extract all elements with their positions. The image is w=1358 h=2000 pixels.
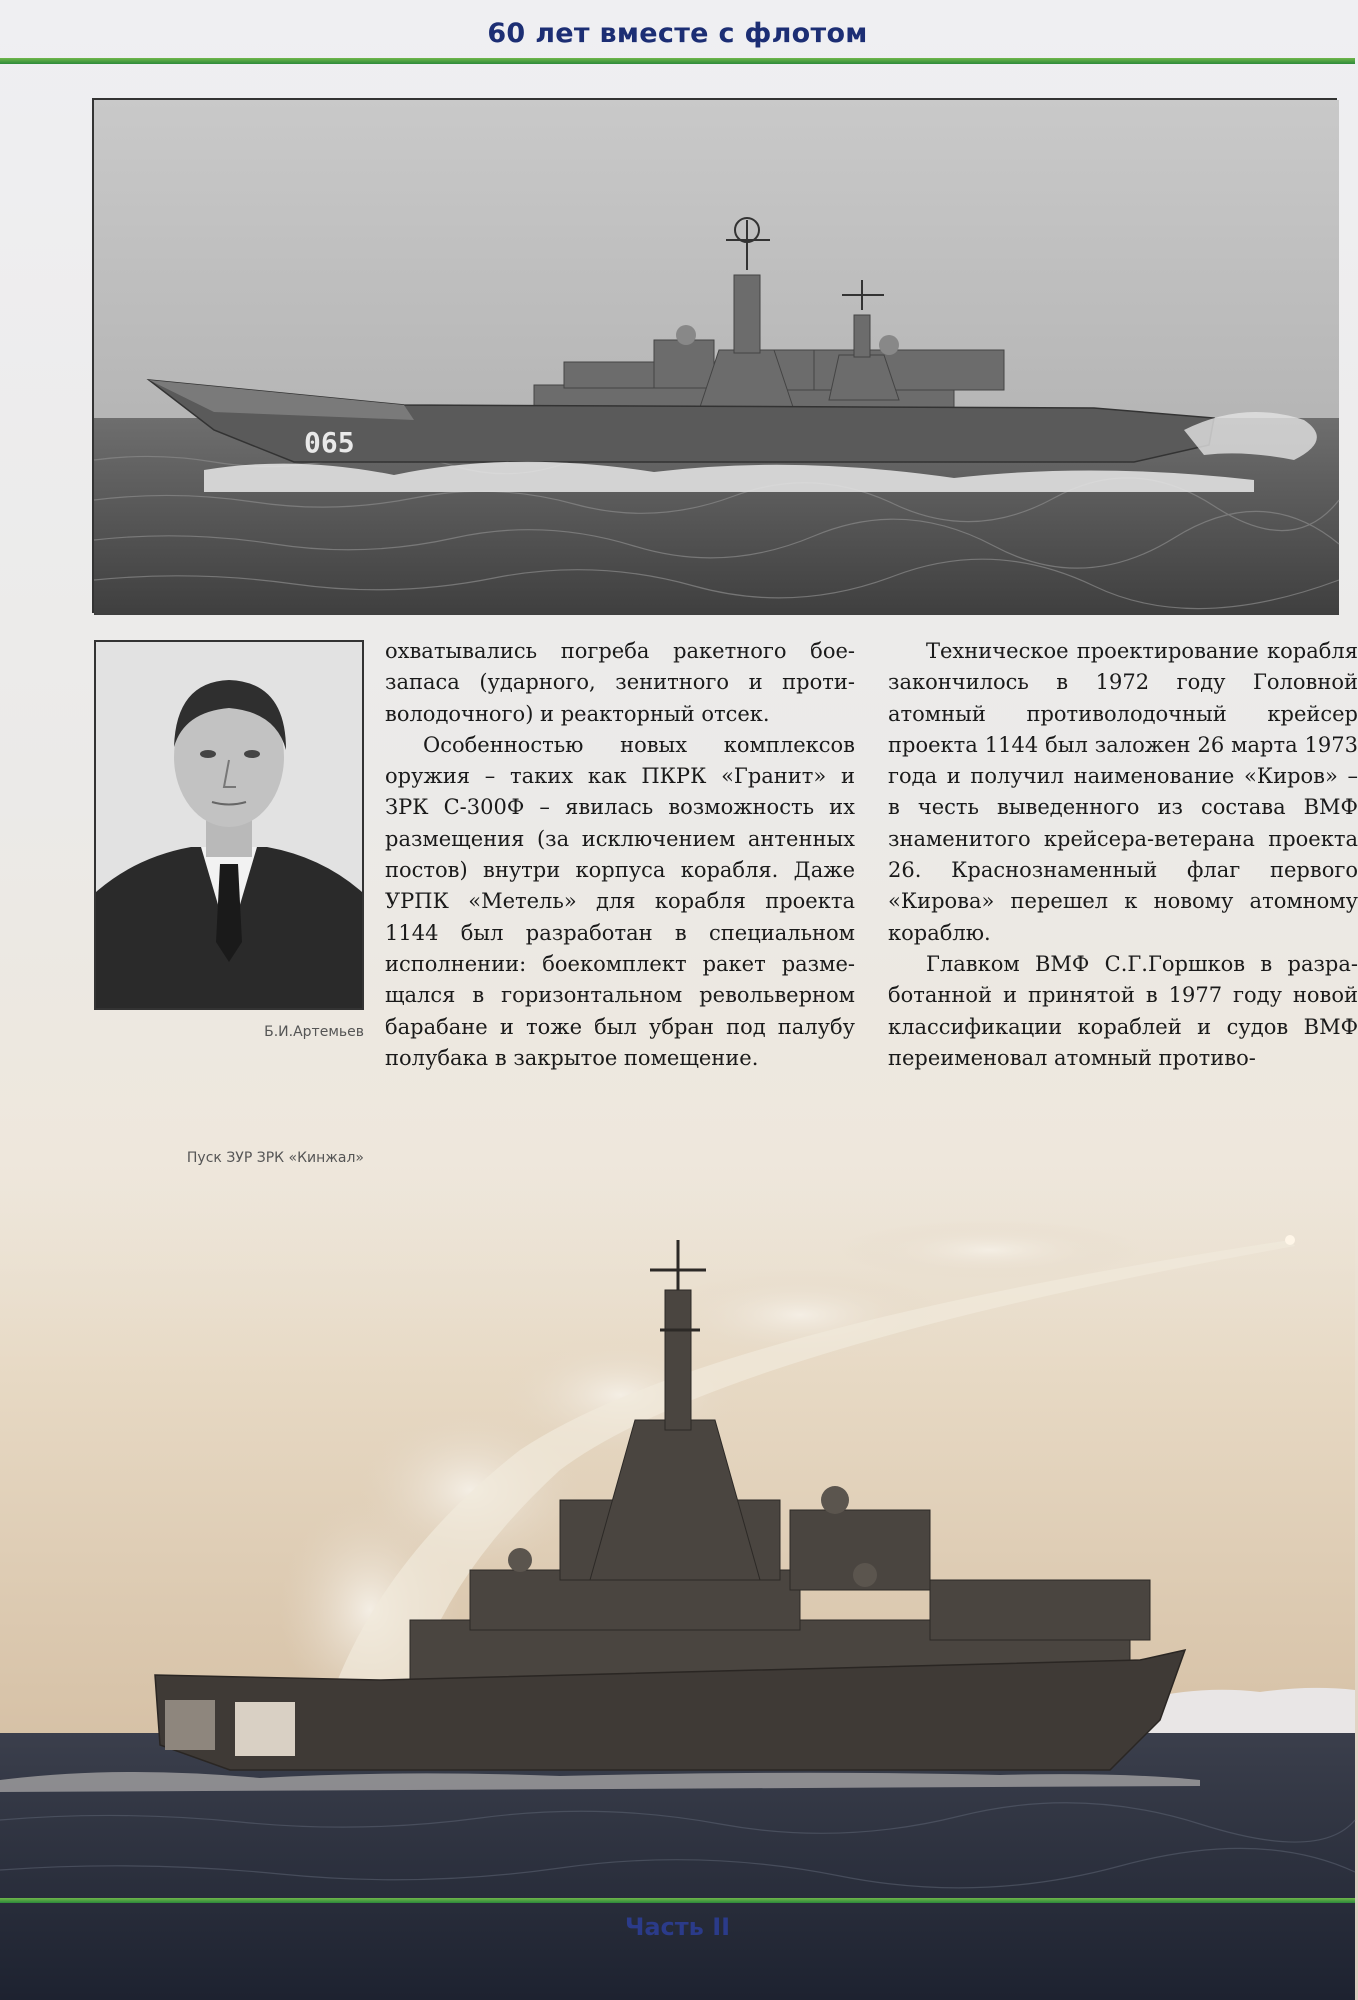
text-column-right — [888, 636, 1358, 1074]
text-column-left — [385, 636, 855, 1074]
paragraph: охватывались погреба ракетного боезапаса (ударного, зенитного и противолодочного) и реакторный отсек. — [385, 639, 855, 726]
portrait-illustration — [96, 642, 362, 1008]
photo-portrait — [94, 640, 364, 1010]
footer-rule — [0, 1898, 1355, 1903]
launch-caption: Пуск ЗУР ЗРК «Кинжал» — [186, 1150, 364, 1166]
cruiser-illustration — [94, 100, 1339, 615]
launch-illustration — [0, 1180, 1355, 2000]
header-rule — [0, 58, 1355, 64]
paragraph: Главком ВМФ С.Г.Горшков в разработанной и принятой в 1977 году новой классификации кораблей и судов ВМФ переименовал атомный противо- — [888, 951, 1358, 1070]
portrait-caption: Б.И.Артемьев — [264, 1024, 364, 1040]
paragraph: Особенностью новых комплексов оружия – таких как ПКРК «Гранит» и ЗРК С-300Ф – явилась возможность их размещения (за исключением антенных постов) внутри корпуса корабля. Даже УРПК «Метель» для корабля проекта 1144 был разработан в специальном исполнении: боекомплект ракет размещался в горизонтальном револьверном барабане и тоже был убран под палубу полубака в закрытое помещение. — [385, 732, 855, 1070]
footer-part-label: Часть II — [624, 1913, 731, 1941]
hull-number: 065 — [304, 426, 355, 459]
photo-cruiser-at-sea — [92, 98, 1337, 613]
photo-missile-launch — [0, 1180, 1355, 2000]
paragraph: Техническое проектирование корабля закончилось в 1972 году Головной атомный противолодочный крейсер проекта 1144 был заложен 26 марта 1973 года и получил наименование «Киров» – в честь выведенного из состава ВМФ знаменитого крейсера-ветерана проекта 26. Краснознаменный флаг первого «Кирова» перешел к новому атомному кораблю. — [888, 639, 1358, 945]
page-header-title: 60 лет вместе с флотом — [487, 18, 868, 49]
